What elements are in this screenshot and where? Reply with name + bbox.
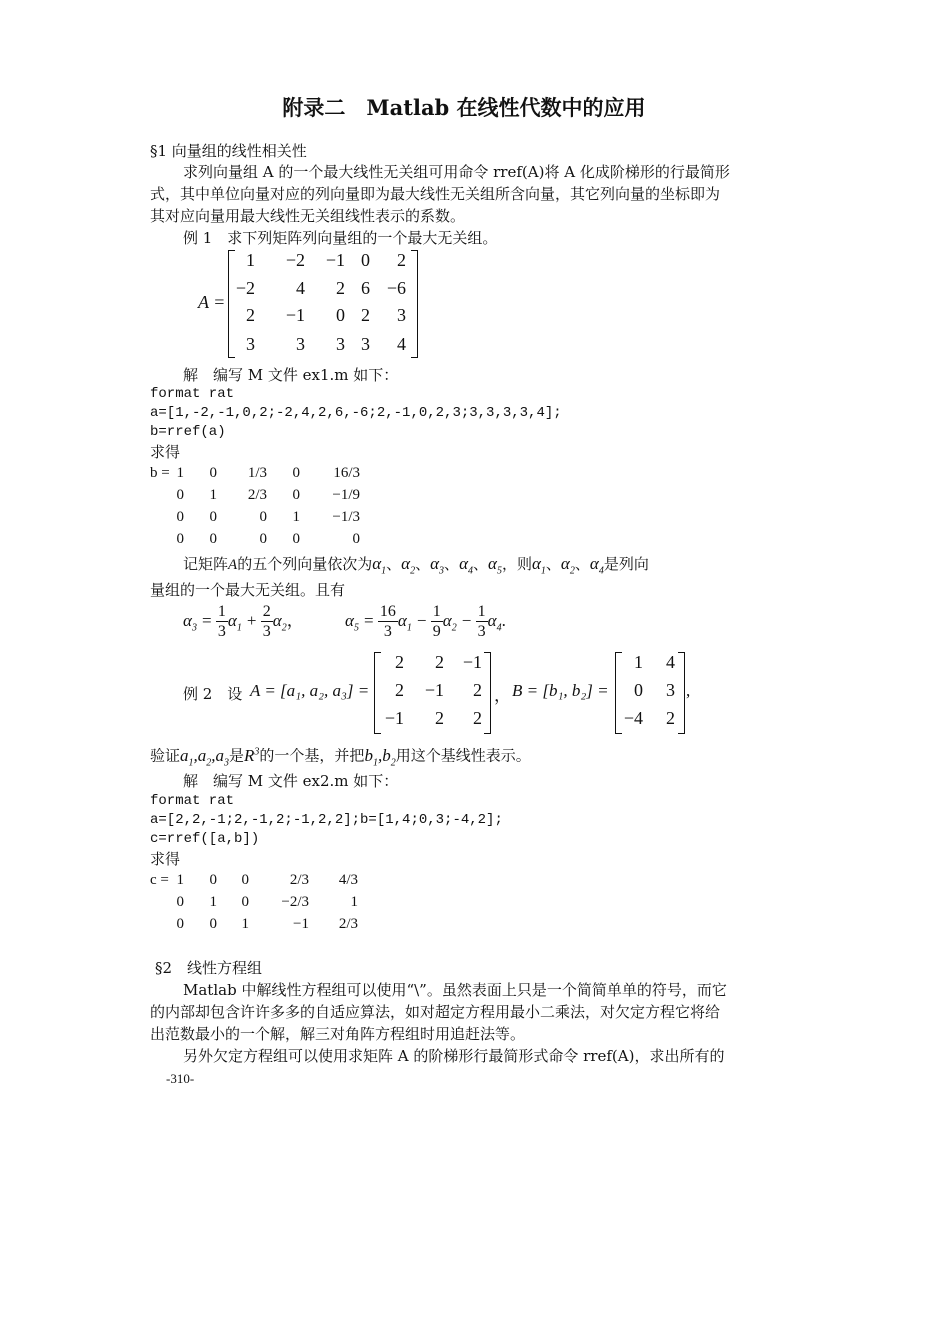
result-cell: 1 — [241, 916, 249, 932]
note-text: 记矩阵 — [183, 555, 229, 573]
result-cell: 1 — [209, 894, 217, 910]
result-cell: 1 — [292, 509, 300, 525]
result-cell: 0 — [209, 872, 217, 888]
matrix-cell: 2 — [397, 250, 406, 270]
example-2-a-def: A = [a₁, a₂, a₃] = — [250, 681, 370, 700]
result-cell: 4/3 — [338, 872, 358, 888]
note-line-2: 量组的一个最大无关组。且有 — [150, 581, 346, 599]
code-line: a=[1,-2,-1,0,2;-2,4,2,6,-6;2,-1,0,2,3;3,3,3,3,4]; — [150, 405, 562, 421]
matrix-cell: 2 — [336, 278, 345, 298]
separator: 、 — [444, 555, 460, 573]
example-1-label: 例 1 求下列矩阵列向量组的一个最大无关组。 — [183, 229, 498, 247]
verify-text: 验证 — [150, 746, 181, 765]
separator: 、 — [386, 555, 402, 573]
note-text: 是列向 — [603, 555, 649, 573]
alpha-3: $\alpha_3$ — [430, 554, 445, 577]
matrix-cell: −6 — [386, 278, 406, 298]
r3-space: $R^3$ — [244, 745, 260, 765]
para-line: 的内部却包含许许多多的自适应算法，如对超定方程用最小二乘法，对欠定方程它将给 — [150, 1003, 721, 1021]
comma: , — [686, 681, 691, 700]
matrix-cell: 3 — [361, 334, 370, 354]
matrix-cell: 1 — [246, 250, 255, 270]
matrix-cell: 3 — [397, 305, 406, 325]
intro-line-1: 求列向量组 A 的一个最大线性无关组可用命令 rref(A)将 A 化成阶梯形的行最简形 — [183, 163, 730, 181]
result-cell: −2/3 — [281, 894, 309, 910]
result-cell: 0 — [241, 872, 249, 888]
para-line: 另外欠定方程组可以使用求矩阵 A 的阶梯形行最简形式命令 rref(A)，求出所有的 — [183, 1047, 725, 1065]
alpha-1: $\alpha_1$ — [531, 554, 546, 577]
result-cell: 2/3 — [338, 916, 358, 932]
equation-alpha5: $\alpha_5$ = $\frac{16}{3}$ $\alpha_1$ − $\frac{1}{9}$ $\alpha_2$ − $\frac{1}{3}$ $\alpha_4$. — [345, 603, 506, 640]
matrix-cell: 3 — [246, 334, 255, 354]
result-cell: 16/3 — [333, 465, 360, 481]
matrix-cell: 2 — [395, 680, 404, 700]
separator: 、 — [473, 555, 489, 573]
matrix-cell: 1 — [634, 652, 643, 672]
intro-line-3: 其对应向量用最大线性无关组线性表示的系数。 — [150, 207, 466, 225]
para-line: Matlab 中解线性方程组可以使用“\”。虽然表面上只是一个简简单单的符号，而它 — [183, 981, 727, 999]
matrix-cell: 3 — [336, 334, 345, 354]
result-cell: 0 — [176, 916, 184, 932]
b-vectors: $b_1,b_2$ — [364, 745, 396, 769]
matrix-cell: −4 — [623, 708, 643, 728]
result-cell: 1 — [209, 487, 217, 503]
result-cell: 0 — [292, 531, 300, 547]
result-cell: 0 — [241, 894, 249, 910]
section-heading-1: §1 向量组的线性相关性 — [150, 142, 307, 160]
matrix-cell: −2 — [235, 278, 255, 298]
separator: 、 — [545, 555, 561, 573]
matrix-a2 — [374, 652, 491, 734]
matrix-cell: 0 — [361, 250, 370, 270]
code-line: c=rref([a,b]) — [150, 831, 260, 847]
result-cell: 0 — [176, 531, 184, 547]
result-cell: 0 — [209, 509, 217, 525]
example-2-b-def: B = [b₁, b₂] = — [512, 681, 609, 700]
result-c-label: c = — [150, 872, 169, 888]
result-cell: 0 — [209, 465, 217, 481]
obtained-label: 求得 — [150, 443, 181, 461]
matrix-cell: 0 — [336, 305, 345, 325]
equation-alpha3: $\alpha_3$ = $\frac{1}{3}$ $\alpha_1$ + $\frac{2}{3}$ $\alpha_2$， — [183, 603, 304, 640]
matrix-cell: 2 — [395, 652, 404, 672]
intro-line-2: 式，其中单位向量对应的列向量即为最大线性无关组所含向量，其它列向量的坐标即为 — [150, 185, 721, 203]
matrix-cell: 2 — [666, 708, 675, 728]
result-cell: 0 — [259, 509, 267, 525]
result-cell: 0 — [209, 531, 217, 547]
result-cell: 0 — [292, 487, 300, 503]
matrix-cell: −2 — [285, 250, 305, 270]
alpha-1: $\alpha_1$ — [372, 554, 387, 577]
result-b-label: b = — [150, 465, 170, 481]
matrix-cell: 0 — [634, 680, 643, 700]
matrix-cell: −1 — [384, 708, 404, 728]
alpha-4: $\alpha_4$ — [459, 554, 473, 577]
code-line: a=[2,2,-1;2,-1,2;-1,2,2];b=[1,4;0,3;-4,2]; — [150, 812, 503, 828]
note-text: 的五个列向量依次为 — [237, 555, 373, 573]
result-cell: 0 — [176, 509, 184, 525]
matrix-cell: 2 — [246, 305, 255, 325]
result-cell: 0 — [352, 531, 360, 547]
result-cell: 2/3 — [289, 872, 309, 888]
separator: 、 — [415, 555, 431, 573]
matrix-cell: 2 — [473, 680, 482, 700]
result-cell: 0 — [209, 916, 217, 932]
result-cell: −1/9 — [332, 487, 360, 503]
matrix-cell: 4 — [296, 278, 305, 298]
page-title: 附录二 Matlab 在线性代数中的应用 — [282, 95, 646, 120]
matrix-cell: −1 — [462, 652, 482, 672]
matrix-cell: 2 — [473, 708, 482, 728]
matrix-cell: 4 — [397, 334, 406, 354]
matrix-cell: 2 — [435, 652, 444, 672]
matrix-a — [228, 250, 418, 358]
obtained-label: 求得 — [150, 850, 181, 868]
result-cell: 1/3 — [247, 465, 267, 481]
result-cell: 1 — [176, 465, 184, 481]
alpha-2: $\alpha_2$ — [560, 554, 575, 577]
alpha-4: $\alpha_4$ — [589, 554, 604, 577]
matrix-cell: 3 — [296, 334, 305, 354]
result-cell: 0 — [292, 465, 300, 481]
para-line: 出范数最小的一个解，解三对角阵方程组时用追赶法等。 — [150, 1025, 526, 1043]
separator: 、 — [574, 555, 590, 573]
result-cell: −1/3 — [332, 509, 360, 525]
matrix-cell: 3 — [666, 680, 675, 700]
matrix-a-label: A = — [198, 292, 226, 312]
code-line: format rat — [150, 386, 235, 402]
verify-text: 是 — [229, 746, 245, 765]
verify-text: 的一个基，并把 — [259, 746, 365, 765]
matrix-cell: −1 — [325, 250, 345, 270]
alpha-5: $\alpha_5$ — [488, 554, 502, 577]
basis-vectors: $a_1,a_2,a_3$ — [180, 745, 230, 769]
result-cell: 2/3 — [247, 487, 267, 503]
code-line: b=rref(a) — [150, 424, 226, 440]
solution-1-label: 解 编写 M 文件 ex1.m 如下： — [183, 366, 399, 384]
page-number: -310- — [166, 1071, 195, 1086]
result-cell: −1 — [293, 916, 309, 932]
matrix-cell: 2 — [361, 305, 370, 325]
matrix-b — [615, 652, 685, 734]
result-cell: 1 — [176, 872, 184, 888]
note-matrix-symbol: A — [228, 557, 238, 573]
result-cell: 0 — [176, 487, 184, 503]
example-2-label: 例 2 设 — [183, 685, 243, 703]
matrix-cell: 2 — [435, 708, 444, 728]
section-heading-2: §2 线性方程组 — [155, 959, 263, 977]
verify-text: 用这个基线性表示。 — [395, 746, 531, 765]
matrix-cell: −1 — [285, 305, 305, 325]
matrix-cell: −1 — [424, 680, 444, 700]
result-cell: 0 — [259, 531, 267, 547]
note-line-1 — [183, 553, 649, 582]
solution-2-label: 解 编写 M 文件 ex2.m 如下： — [183, 772, 399, 790]
matrix-cell: 4 — [666, 652, 675, 672]
note-text: ，则 — [501, 555, 532, 573]
matrix-cell: 6 — [361, 278, 370, 298]
comma: ， — [494, 686, 511, 705]
alpha-2: $\alpha_2$ — [401, 554, 416, 577]
result-cell: 0 — [176, 894, 184, 910]
code-line: format rat — [150, 793, 235, 809]
result-cell: 1 — [350, 894, 358, 910]
